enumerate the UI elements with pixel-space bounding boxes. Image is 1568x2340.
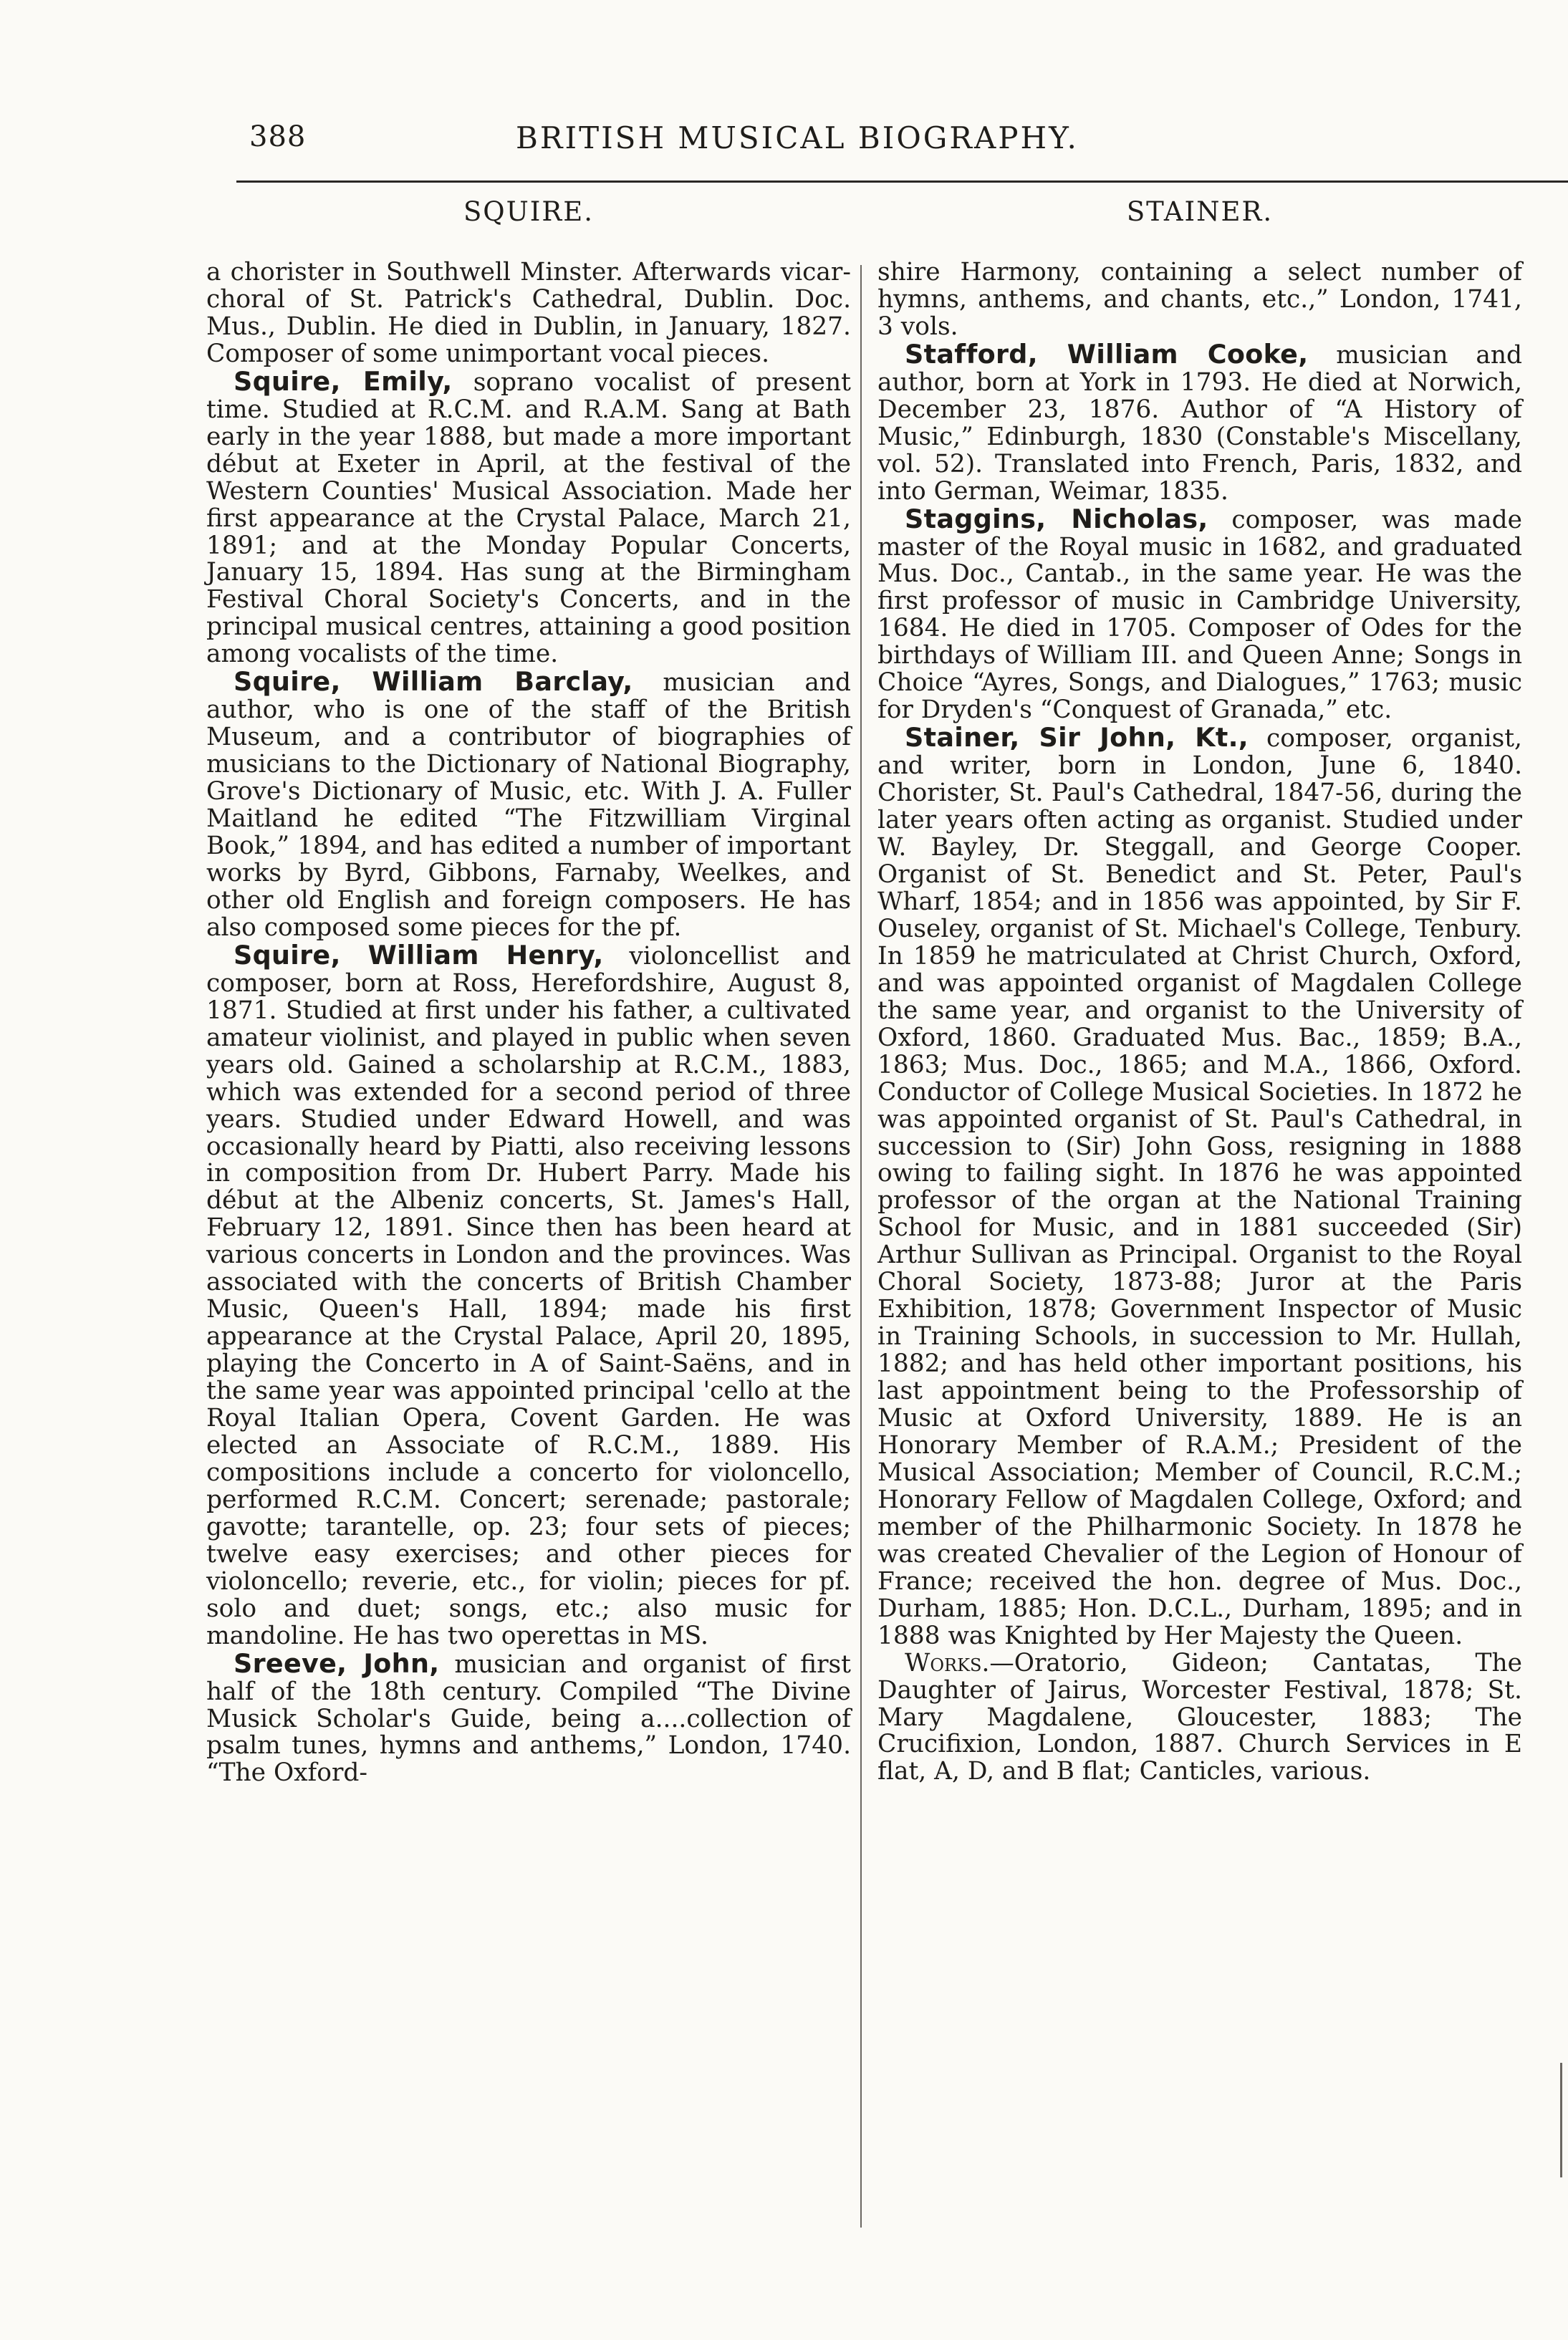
biography-entry	[206, 1647, 851, 1788]
entry-text: composer, was made master of the Royal music in 1682, and graduated Mus. Doc., Cantab., in the same year. He was the first professor of music in Cambridge University, 1684. He died in 1705. Composer of Odes for the birthdays of William III. and Queen Anne; Songs in Choice “Ayres, Songs, and Dialogues,” 1763; music for Dryden's “Conquest of Granada,” etc.	[877, 505, 1522, 725]
biography-entry	[206, 365, 851, 669]
biography-entry	[206, 939, 851, 1650]
column-divider	[860, 265, 862, 2228]
column-heading-left: SQUIRE.	[463, 196, 595, 227]
running-title: BRITISH MUSICAL BIOGRAPHY.	[516, 120, 1079, 155]
page-header	[236, 120, 1232, 170]
header-rule	[236, 180, 1568, 183]
page-number: 388	[249, 120, 307, 153]
entry-name: Squire, Emily,	[234, 365, 453, 397]
entry-text: musician and author, born at York in 1793. He died at Norwich, December 23, 1876. Author of “A History of Music,” Edinburgh, 1830 (Constable's Miscellany, vol. 52). Translated into French, Paris, 1832, and into German, Weimar, 1835.	[877, 340, 1522, 506]
column-heading-right: STAINER.	[1126, 196, 1274, 227]
left-column	[206, 195, 851, 1787]
page-edge-mark	[1560, 2063, 1562, 2177]
entry-text: violoncellist and composer, born at Ross, Herefordshire, August 8, 1871. Studied at first under his father, a cultivated amateur violinist, and played in public when seven years old. Gained a scholarship at R.C.M., 1883, which was extended for a second period of three years. Studied under Edward Howell, and was occasionally heard by Piatti, also receiving lessons in composition from Dr. Hubert Parry. Made his début at the Albeniz concerts, St. James's Hall, February 12, 1891. Since then has been heard at various concerts in London and the provinces. Was associated with the concerts of British Chamber Music, Queen's Hall, 1894; made his first appearance at the Crystal Palace, April 20, 1895, playing the Concerto in A of Saint-Saëns, and in the same year was appointed principal 'cello at the Royal Italian Opera, Covent Garden. He was elected an Associate of R.C.M., 1889. His compositions include a concerto for violoncello, performed R.C.M. Concert; serenade; pastorale; gavotte; tarantelle, op. 23; four sets of pieces; twelve easy exercises; and other pieces for violoncello; reverie, etc., for violin; pieces for pf. solo and duet; songs, etc.; also music for mandoline. He has two operettas in MS.	[206, 941, 851, 1650]
entry-text: musician and author, who is one of the staff of the British Museum, and a contributor of biographies of musicians to the Dictionary of National Biography, Grove's Dictionary of Music, etc. With J. A. Fuller Maitland he edited “The Fitzwilliam Virginal Book,” 1894, and has edited a number of important works by Byrd, Gibbons, Farnaby, Weelkes, and other old English and foreign composers. He has also composed some pieces for the pf.	[206, 668, 852, 942]
entry-name: Stainer, Sir John, Kt.,	[905, 722, 1249, 753]
biography-entry	[877, 503, 1522, 725]
right-column	[877, 195, 1522, 1786]
entry-name: Squire, William Henry,	[234, 939, 604, 971]
biography-entry	[877, 338, 1522, 506]
continued-entry-text: shire Harmony, containing a select number of hymns, anthems, and chants, etc.,” London, 1741, 3 vols.	[877, 258, 1522, 341]
works-label: Works.	[905, 1648, 990, 1677]
biography-entry	[877, 724, 1522, 1650]
entry-name: Stafford, William Cooke,	[905, 338, 1309, 370]
biography-entry	[206, 668, 851, 942]
continued-entry-text: a chorister in Southwell Minster. Afterwards vicar-choral of St. Patrick's Cathedral, Dublin. Doc. Mus., Dublin. He died in Dublin, in January, 1827. Composer of some unimportant vocal pieces.	[206, 258, 851, 368]
entry-text: composer, organist, and writer, born in London, June 6, 1840. Chorister, St. Paul's Cathedral, 1847-56, during the later years often acting as organist. Studied under W. Bayley, Dr. Steggall, and George Cooper. Organist of St. Benedict and St. Peter, Paul's Wharf, 1854; and in 1856 was appointed, by Sir F. Ouseley, organist of St. Michael's College, Tenbury. In 1859 he matriculated at Christ Church, Oxford, and was appointed organist of Magdalen College the same year, and organist to the University of Oxford, 1860. Graduated Mus. Bac., 1859; B.A., 1863; Mus. Doc., 1865; and M.A., 1866, Oxford. Conductor of College Musical Societies. In 1872 he was appointed organist of St. Paul's Cathedral, in succession to (Sir) John Goss, resigning in 1888 owing to failing sight. In 1876 he was appointed professor of the organ at the National Training School for Music, and in 1881 succeeded (Sir) Arthur Sullivan as Principal. Organist to the Royal Choral Society, 1873-88; Juror at the Paris Exhibition, 1878; Government Inspector of Music in Training Schools, in succession to Mr. Hullah, 1882; and has held other important positions, his last appointment being to the Professorship of Music at Oxford University, 1889. He is an Honorary Member of R.A.M.; President of the Musical Association; Member of Council, R.C.M.; Honorary Fellow of Magdalen College, Oxford; and member of the Philharmonic Society. In 1878 he was created Chevalier of the Legion of Honour of France; received the hon. degree of Mus. Doc., Durham, 1885; Hon. D.C.L., Durham, 1895; and in 1888 was Knighted by Her Majesty the Queen.	[877, 724, 1522, 1650]
entry-name: Sreeve, John,	[234, 1647, 440, 1679]
entry-text: soprano vocalist of present time. Studied at R.C.M. and R.A.M. Sang at Bath early in the year 1888, but made a more important début at Exeter in April, at the festival of the Western Counties' Musical Association. Made her first appearance at the Crystal Palace, March 21, 1891; and at the Monday Popular Concerts, January 15, 1894. Has sung at the Birmingham Festival Choral Society's Concerts, and in the principal musical centres, attaining a good position among vocalists of the time.	[206, 367, 851, 669]
works-text: —Oratorio, Gideon; Cantatas, The Daughter of Jairus, Worcester Festival, 1878; St. Mary Magdalene, Gloucester, 1883; The Crucifixion, London, 1887. Church Services in E flat, A, D, and B flat; Canticles, various.	[877, 1648, 1522, 1786]
entry-name: Staggins, Nicholas,	[905, 503, 1208, 534]
works-paragraph	[877, 1650, 1522, 1786]
entry-name: Squire, William Barclay,	[234, 666, 633, 698]
entry-text: musician and organist of first half of the 18th century. Compiled “The Divine Musick Scholar's Guide, being a....collection of psalm tunes, hymns and anthems,” London, 1740. “The Oxford-	[206, 1650, 851, 1788]
